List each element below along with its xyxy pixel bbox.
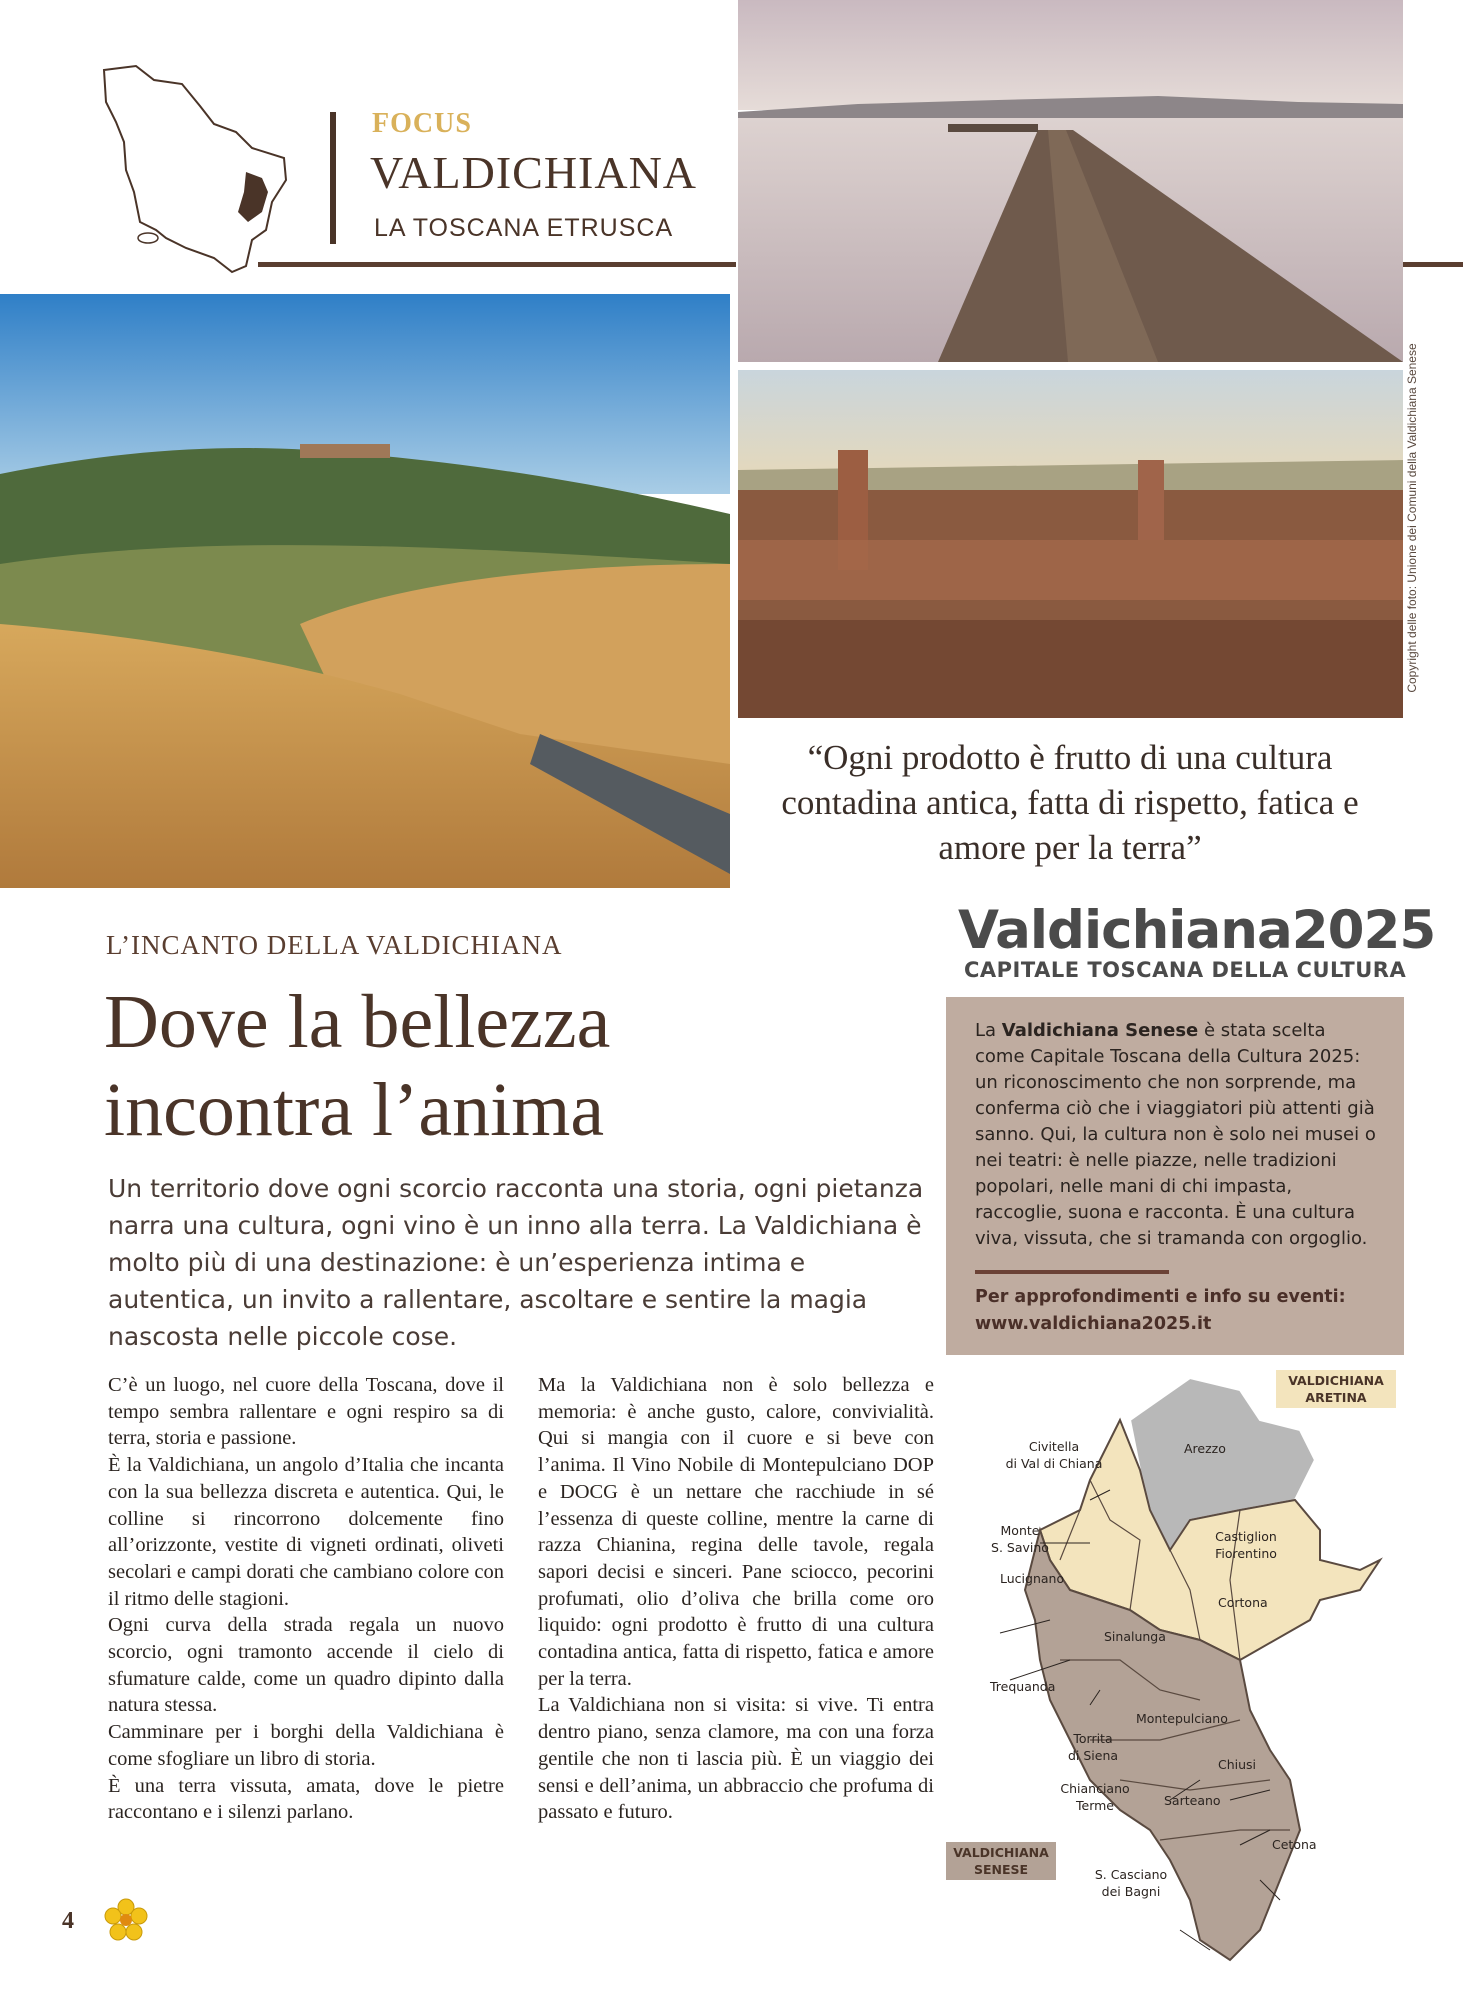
badge-valdichiana-senese: VALDICHIANA SENESE bbox=[946, 1842, 1056, 1880]
label-sarteano: Sarteano bbox=[1164, 1793, 1221, 1808]
article-kicker: L’INCANTO DELLA VALDICHIANA bbox=[106, 930, 563, 960]
article-headline bbox=[104, 978, 744, 1154]
header-divider bbox=[330, 112, 336, 244]
label-civitella: Civitella di Val di Chiana bbox=[1005, 1439, 1103, 1471]
label-montepulciano: Montepulciano bbox=[1136, 1711, 1228, 1726]
headline-line-2: incontra l’anima bbox=[104, 1068, 605, 1152]
article-column-2 bbox=[538, 1372, 934, 1826]
label-castiglion-fiorentino: Castiglion Fiorentino bbox=[1215, 1529, 1277, 1561]
paragraph: C’è un luogo, nel cuore della Toscana, dove il tempo sembra rallentare e ogni respiro sa di terra, storia e passione. bbox=[108, 1374, 504, 1450]
header-subtitle: LA TOSCANA ETRUSCA bbox=[374, 214, 674, 242]
label-trequanda: Trequanda bbox=[990, 1679, 1056, 1694]
paragraph: Ogni curva della strada regala un nuovo scorcio, ogni tramonto accende il cielo di sfumature calde, come un quadro dipinto dalla natura stessa. bbox=[108, 1614, 504, 1717]
photo-pier bbox=[738, 0, 1403, 362]
flower-icon bbox=[104, 1898, 148, 1942]
page-number: 4 bbox=[62, 1908, 74, 1934]
paragraph: La Valdichiana non si visita: si vive. Ti entra dentro piano, senza clamore, ma con una forza gentile che non ti lascia più. È un viaggio dei sensi e dell’anima, un abbraccio che profuma di passato e futuro. bbox=[538, 1694, 934, 1824]
photo-copyright: Copyright delle foto: Unione dei Comuni della Valdichiana Senese bbox=[1405, 343, 1419, 693]
article-column-1 bbox=[108, 1372, 504, 1826]
paragraph: Ma la Valdichiana non è solo bellezza e memoria: è anche gusto, calore, convivialità. Qui si mangia con il cuore e si beve con l’anima. Il Vino Nobile di Montepulciano DOP e DOCG è un nettare che racchiude in sé l’essenza di queste colline, mentre la carne di razza Chianina, regina delle tavole, regala sapori decisi e sinceri. Pane sciocco, pecorini profumati, olio d’oliva che brilla come oro liquido: ogni prodotto è frutto di una cultura contadina antica, fatta di rispetto, fatica e amore per la terra. bbox=[538, 1374, 934, 1690]
header-title: VALDICHIANA bbox=[370, 147, 698, 198]
header-rule bbox=[258, 262, 736, 267]
valdichiana-2025-logo: Valdichiana2025 bbox=[958, 900, 1436, 961]
photo-hills bbox=[0, 294, 730, 888]
tuscany-map-icon bbox=[96, 62, 292, 276]
header-rule-right bbox=[1403, 262, 1463, 267]
article-lead: Un territorio dove ogni scorcio racconta una storia, ogni pietanza narra una cultura, ogni vino è un inno alla terra. La Valdichiana è molto più di una destinazione: è un’esperienza intima e autentica, un invito a rallentare, ascoltare e sentire la magia nascosta nelle piccole cose. bbox=[108, 1174, 924, 1351]
logo-subtitle: CAPITALE TOSCANA DELLA CULTURA bbox=[964, 958, 1407, 982]
info-box-link[interactable]: Per approfondimenti e info su eventi: www.valdichiana2025.it bbox=[975, 1284, 1380, 1338]
label-cetona: Cetona bbox=[1272, 1837, 1317, 1852]
headline-line-1: Dove la bellezza bbox=[104, 980, 611, 1064]
website-link[interactable]: www.valdichiana2025.it bbox=[975, 1314, 1212, 1334]
pull-quote: “Ogni prodotto è frutto di una cultura contadina antica, fatta di rispetto, fatica e amore per la terra” bbox=[781, 738, 1359, 867]
header-kicker: FOCUS bbox=[372, 108, 472, 139]
paragraph: È una terra vissuta, amata, dove le pietre raccontano e i silenzi parlano. bbox=[108, 1774, 504, 1824]
label-chiusi: Chiusi bbox=[1218, 1757, 1257, 1772]
info-box-rule bbox=[975, 1270, 1169, 1274]
label-cortona: Cortona bbox=[1218, 1595, 1268, 1610]
label-chianciano-terme: Chianciano Terme bbox=[1060, 1781, 1130, 1813]
label-arezzo: Arezzo bbox=[1184, 1441, 1226, 1456]
info-box-text: La Valdichiana Senese è stata scelta come Capitale Toscana della Cultura 2025: un riconoscimento che non sorprende, ma conferma ciò che i viaggiatori più attenti già sanno. Qui, la cultura non è solo nei musei o nei teatri: è nelle piazze, nelle tradizioni popolari, nelle mani di chi impasta, raccoglie, suona e racconta. È una cultura viva, vissuta, che si tramanda con orgoglio. bbox=[975, 1020, 1376, 1249]
valdichiana-map bbox=[940, 1360, 1420, 1970]
label-san-casciano: S. Casciano dei Bagni bbox=[1094, 1867, 1168, 1899]
label-lucignano: Lucignano bbox=[1000, 1571, 1065, 1586]
paragraph: Camminare per i borghi della Valdichiana è come sfogliare un libro di storia. bbox=[108, 1721, 504, 1770]
photo-village bbox=[738, 370, 1403, 718]
paragraph: È la Valdichiana, un angolo d’Italia che incanta con la sua bellezza discreta e autentica. Qui, le colline si rincorrono dolcemente fino all’orizzonte, vestite di vigneti ordinati, oliveti secolari e campi dorati che cambiano colore con il ritmo delle stagioni. bbox=[108, 1454, 504, 1610]
label-monte-san-savino: Monte S. Savino bbox=[991, 1523, 1049, 1555]
label-torrita: Torrita di Siena bbox=[1067, 1731, 1119, 1763]
badge-valdichiana-aretina: VALDICHIANA ARETINA bbox=[1276, 1370, 1396, 1408]
label-sinalunga: Sinalunga bbox=[1104, 1629, 1166, 1644]
